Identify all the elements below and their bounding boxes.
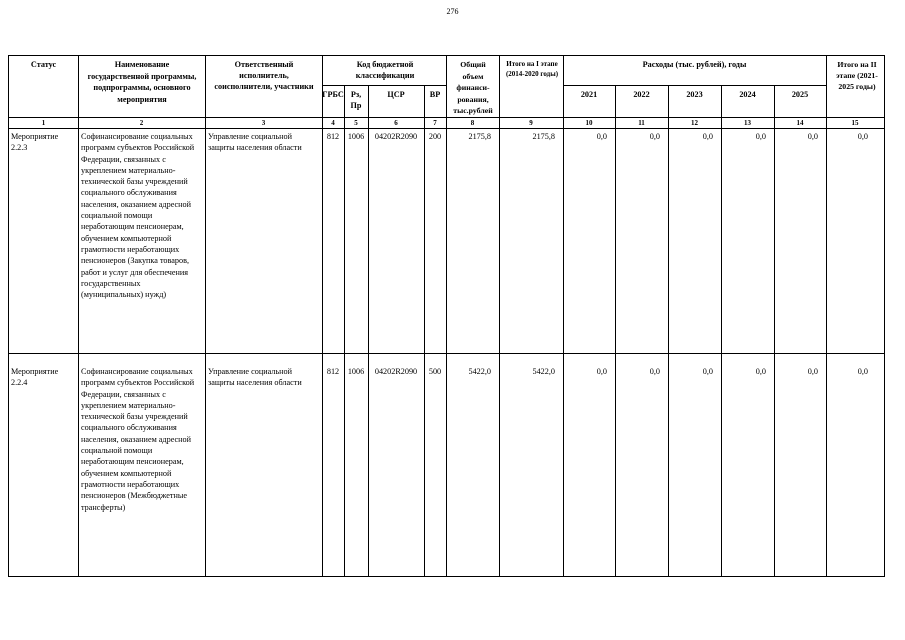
- row-rzpr: 1006: [347, 367, 365, 376]
- row-stage1: 2175,8: [532, 132, 555, 141]
- row-stage1: 5422,0: [532, 367, 555, 376]
- row-2021: 0,0: [596, 132, 607, 141]
- column-number: 5: [354, 119, 358, 127]
- header-budget-code: Код бюджетной классификации: [355, 60, 415, 80]
- header-year: 2025: [791, 90, 809, 99]
- row-divider: [9, 353, 884, 354]
- header-year: 2022: [633, 90, 650, 99]
- col-divider: [368, 85, 369, 576]
- col-divider: [615, 85, 616, 576]
- row-stage2: 0,0: [857, 367, 868, 376]
- row-csr: 04202R2090: [374, 367, 418, 376]
- row-2023: 0,0: [702, 367, 713, 376]
- row-total: 2175,8: [468, 132, 491, 141]
- row-status: Мероприятие 2.2.4: [11, 367, 59, 387]
- row-vr: 500: [428, 367, 442, 376]
- column-number: 11: [638, 119, 645, 127]
- row-2021: 0,0: [596, 367, 607, 376]
- column-number: 15: [851, 119, 859, 127]
- header-csr: ЦСР: [387, 90, 405, 99]
- col-divider: [668, 85, 669, 576]
- header-year: 2024: [739, 90, 756, 99]
- row-2023: 0,0: [702, 132, 713, 141]
- row-divider: [322, 85, 446, 86]
- budget-table: [8, 55, 885, 577]
- header-name: Наименование государственной программы, подпрограммы, основного мероприятия: [87, 60, 197, 104]
- column-number: 14: [796, 119, 804, 127]
- row-2025: 0,0: [807, 132, 818, 141]
- header-stage1: Итого на I этапе (2014-2020 годы): [505, 60, 559, 78]
- header-rzpr: Рз, Пр: [350, 90, 362, 110]
- row-name: Софинансирование социальных программ субъектов Российской Федерации, связанных с укреплением материально-технической базы учреждений социального обслуживания населения, оказанием адресной социальной помощи неработающим пенсионерам, обучением компьютерной грамотности неработающих пенсионеров (Закупка товаров, работ и услуг для обеспечения государственных (муниципальных) нужд): [81, 132, 195, 300]
- header-year: 2021: [580, 90, 598, 99]
- header-status: Статус: [30, 60, 57, 69]
- column-number: 4: [331, 119, 335, 127]
- row-name: Софинансирование социальных программ субъектов Российской Федерации, связанных с укреплением материально-технической базы учреждений социального обслуживания населения, оказанием адресной социальной помощи неработающим пенсионерам, обучением компьютерной грамотности неработающих пенсионеров (Межбюджетные трансферты): [81, 367, 195, 512]
- column-number: 6: [394, 119, 398, 127]
- row-2024: 0,0: [755, 367, 766, 376]
- row-csr: 04202R2090: [374, 132, 418, 141]
- column-number: 3: [261, 119, 266, 127]
- column-number: 12: [691, 119, 698, 127]
- row-2025: 0,0: [807, 367, 818, 376]
- row-divider: [563, 85, 826, 86]
- col-divider: [721, 85, 722, 576]
- header-expenses: Расходы (тыс. рублей), годы: [642, 60, 747, 69]
- column-number: 2: [139, 119, 144, 127]
- row-grbs: 812: [326, 132, 340, 141]
- col-divider: [78, 56, 79, 576]
- row-total: 5422,0: [468, 367, 491, 376]
- page-number: 276: [446, 7, 459, 16]
- col-divider: [774, 85, 775, 576]
- header-vr: ВР: [429, 90, 441, 99]
- row-responsible: Управление социальной защиты населения области: [208, 367, 302, 387]
- header-responsible: Ответственный исполнитель, соисполнители, участники: [214, 60, 314, 91]
- row-responsible: Управление социальной защиты населения области: [208, 132, 302, 152]
- column-number: 13: [744, 119, 751, 127]
- col-divider: [344, 85, 345, 576]
- row-grbs: 812: [326, 367, 340, 376]
- column-number: 9: [529, 119, 533, 127]
- col-divider: [205, 56, 206, 576]
- row-2022: 0,0: [649, 132, 660, 141]
- col-divider: [424, 85, 425, 576]
- column-number: 8: [470, 119, 475, 127]
- header-total: Общий объем финанси-рования, тыс.рублей: [453, 60, 493, 115]
- row-2024: 0,0: [755, 132, 766, 141]
- column-number: 1: [41, 119, 46, 127]
- row-stage2: 0,0: [857, 132, 868, 141]
- row-2022: 0,0: [649, 367, 660, 376]
- row-vr: 200: [428, 132, 442, 141]
- header-grbs: ГРБС: [322, 90, 344, 99]
- header-year: 2023: [686, 90, 703, 99]
- row-status: Мероприятие 2.2.3: [11, 132, 59, 152]
- column-number: 10: [585, 119, 593, 127]
- row-rzpr: 1006: [347, 132, 365, 141]
- header-stage2: Итого на II этапе (2021-2025 годы): [836, 60, 878, 91]
- column-number: 7: [433, 119, 437, 127]
